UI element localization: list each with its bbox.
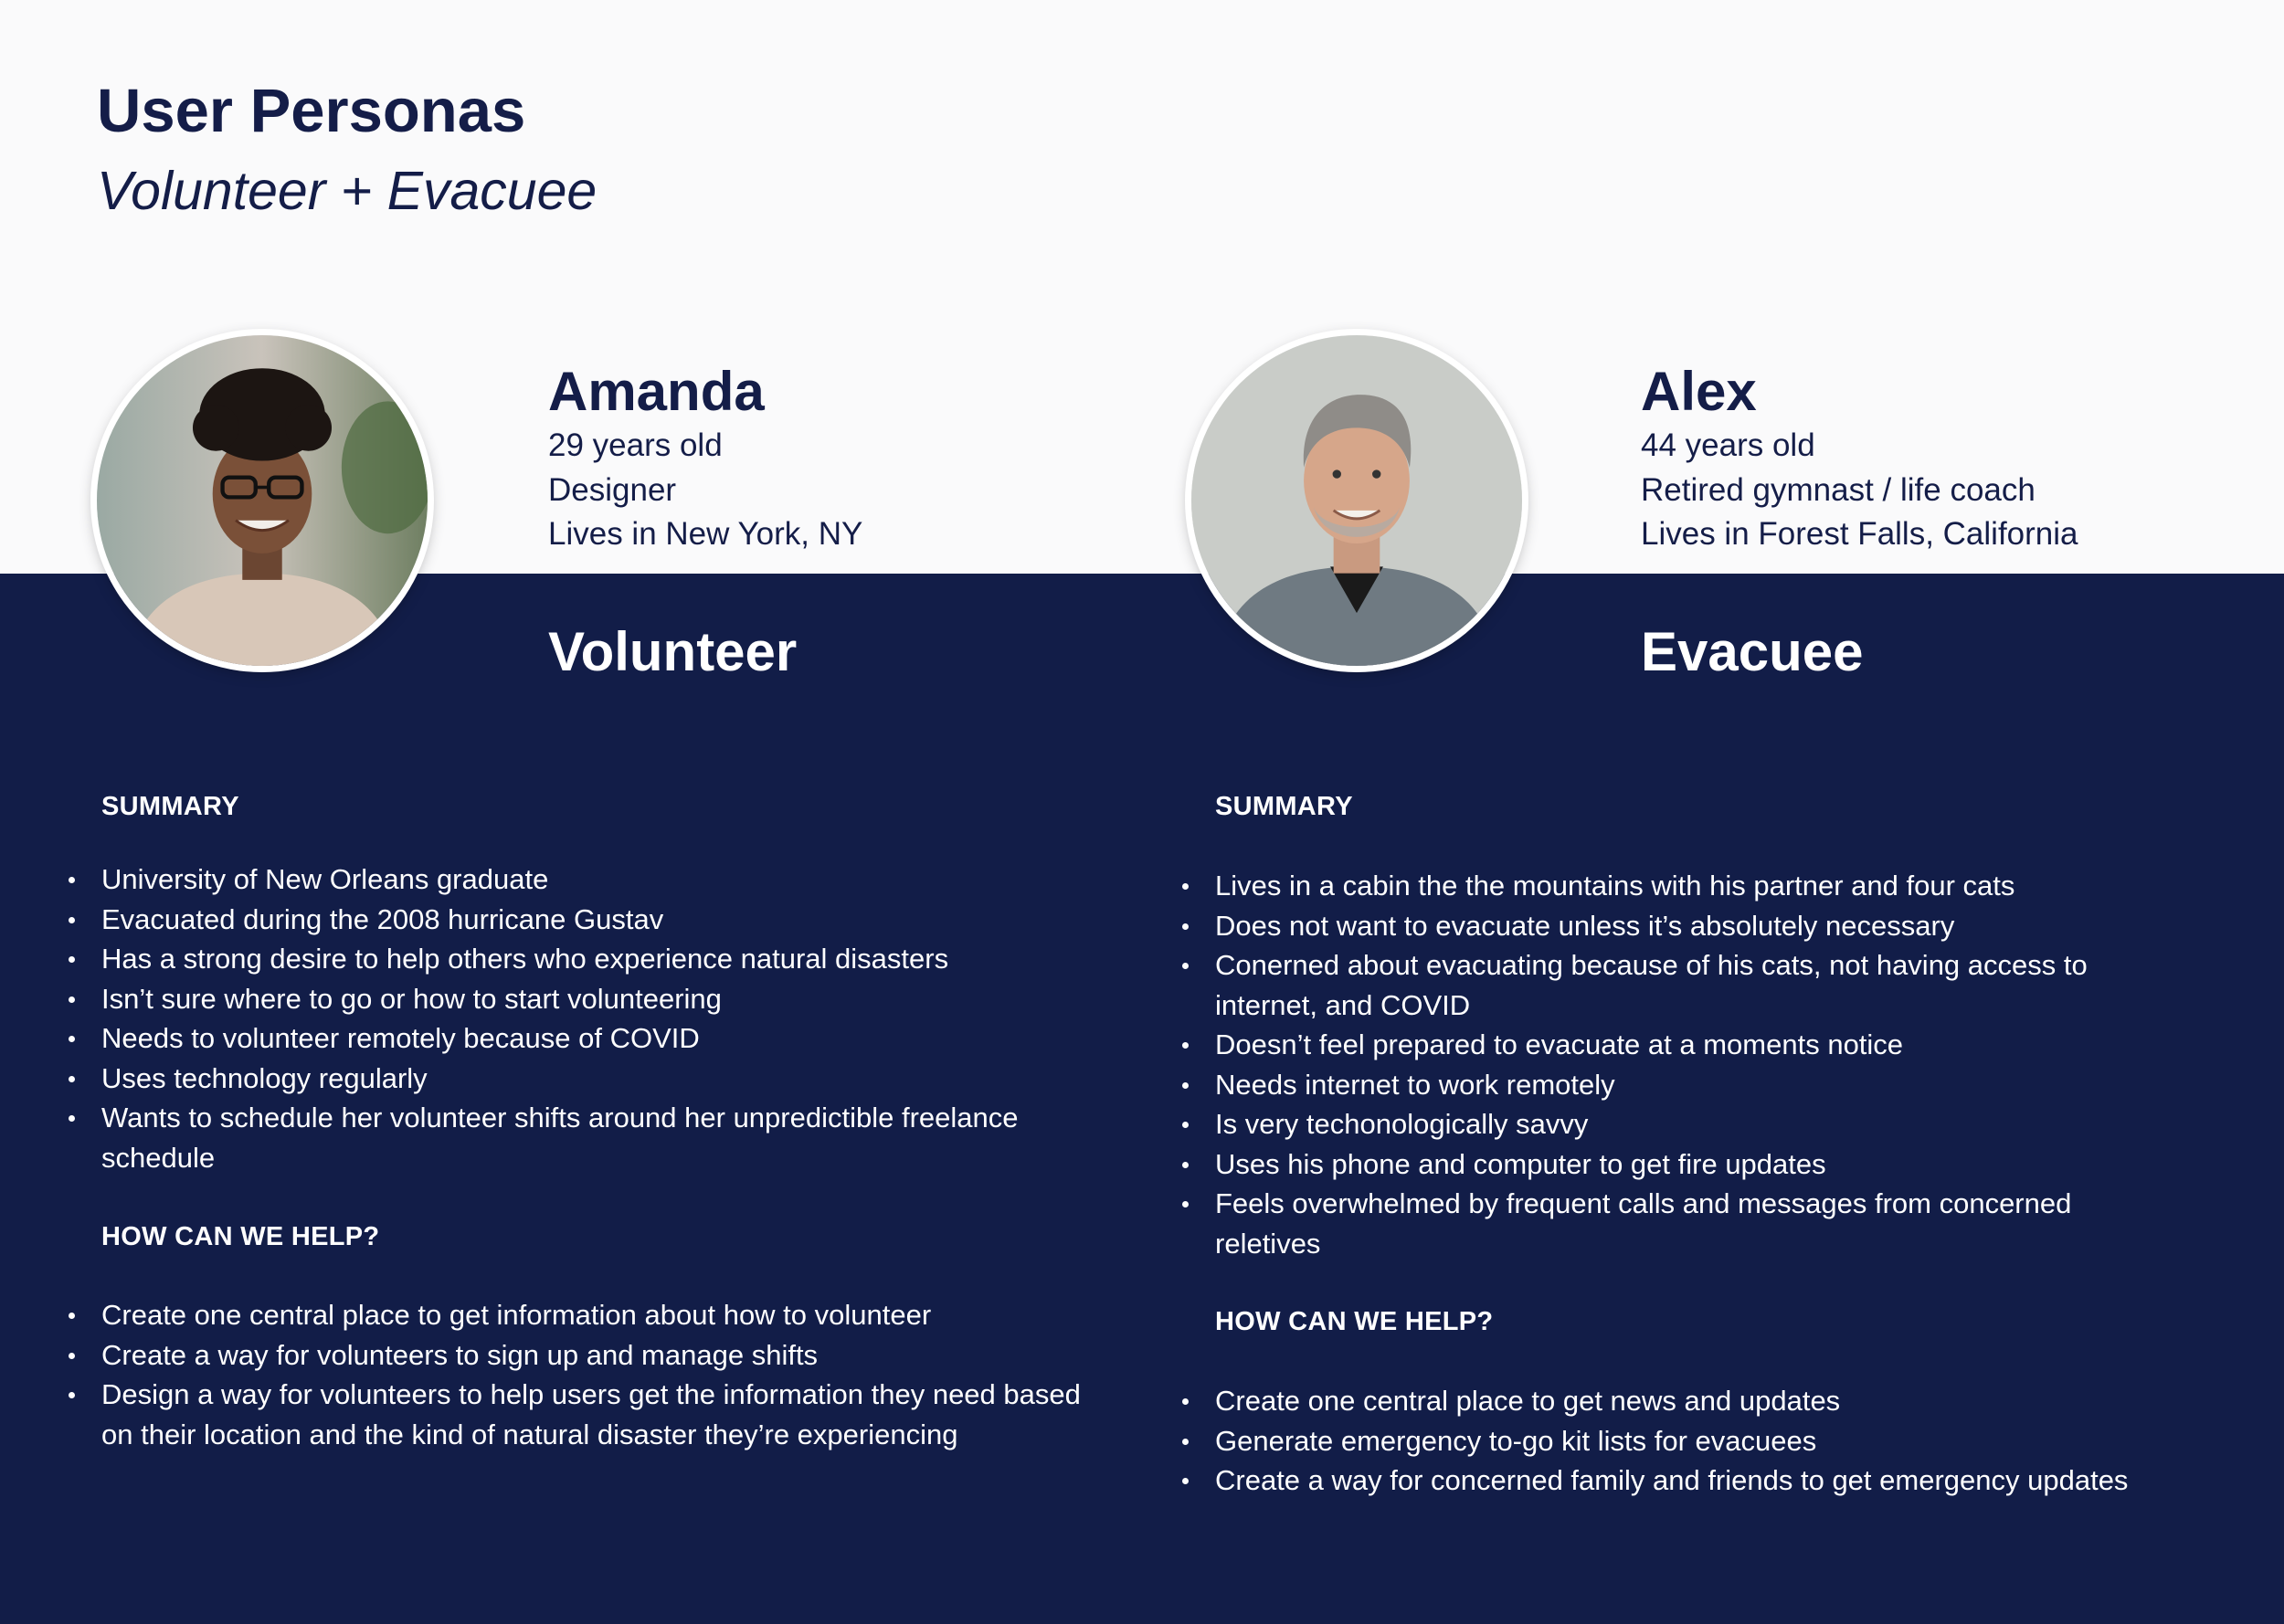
list-item: Isn’t sure where to go or how to start volunteering [77, 979, 1082, 1019]
alex-help-list [1190, 1381, 2241, 1501]
list-item: Generate emergency to-go kit lists for evacuees [1190, 1421, 2241, 1461]
list-item: Feels overwhelmed by frequent calls and messages from concerned reletives [1190, 1184, 2177, 1263]
alex-avatar [1191, 335, 1522, 666]
page-title: User Personas [97, 77, 526, 145]
amanda-summary-list [77, 859, 1082, 1177]
amanda-help-heading: HOW CAN WE HELP? [101, 1222, 380, 1251]
amanda-summary-heading: SUMMARY [101, 792, 239, 821]
list-item: Needs to volunteer remotely because of COVID [77, 1018, 1082, 1059]
alex-name: Alex [1641, 361, 1757, 422]
amanda-location: Lives in New York, NY [548, 516, 863, 552]
list-item: Has a strong desire to help others who experience natural disasters [77, 939, 1082, 979]
list-item: Uses his phone and computer to get fire updates [1190, 1144, 2177, 1185]
alex-summary-heading: SUMMARY [1215, 792, 1353, 821]
list-item: Create one central place to get information about how to volunteer [77, 1295, 1082, 1335]
alex-role: Evacuee [1641, 621, 1864, 682]
alex-occupation: Retired gymnast / life coach [1641, 472, 2036, 508]
list-item: Doesn’t feel prepared to evacuate at a moments notice [1190, 1025, 2177, 1065]
page-subtitle: Volunteer + Evacuee [97, 161, 597, 221]
list-item: Create a way for volunteers to sign up and manage shifts [77, 1335, 1082, 1376]
list-item: Uses technology regularly [77, 1059, 1082, 1099]
amanda-age: 29 years old [548, 427, 723, 463]
list-item: Wants to schedule her volunteer shifts around her unpredictible freelance schedule [77, 1098, 1082, 1177]
list-item: University of New Orleans graduate [77, 859, 1082, 900]
list-item: Needs internet to work remotely [1190, 1065, 2177, 1105]
amanda-occupation: Designer [548, 472, 677, 508]
alex-help-heading: HOW CAN WE HELP? [1215, 1307, 1494, 1336]
list-item: Lives in a cabin the the mountains with his partner and four cats [1190, 866, 2177, 906]
alex-location: Lives in Forest Falls, California [1641, 516, 2078, 552]
alex-summary-list [1190, 866, 2177, 1263]
amanda-help-list [77, 1295, 1082, 1454]
amanda-role: Volunteer [548, 621, 798, 682]
list-item: Design a way for volunteers to help users get the information they need based on their location and the kind of natural disaster they’re experiencing [77, 1375, 1082, 1454]
list-item: Create a way for concerned family and friends to get emergency updates [1190, 1461, 2241, 1501]
list-item: Is very techonologically savvy [1190, 1104, 2177, 1144]
list-item: Create one central place to get news and updates [1190, 1381, 2241, 1421]
amanda-name: Amanda [548, 361, 765, 422]
list-item: Does not want to evacuate unless it’s absolutely necessary [1190, 906, 2177, 946]
alex-age: 44 years old [1641, 427, 1815, 463]
amanda-avatar [97, 335, 428, 666]
list-item: Conerned about evacuating because of his cats, not having access to internet, and COVID [1190, 945, 2177, 1025]
list-item: Evacuated during the 2008 hurricane Gustav [77, 900, 1082, 940]
